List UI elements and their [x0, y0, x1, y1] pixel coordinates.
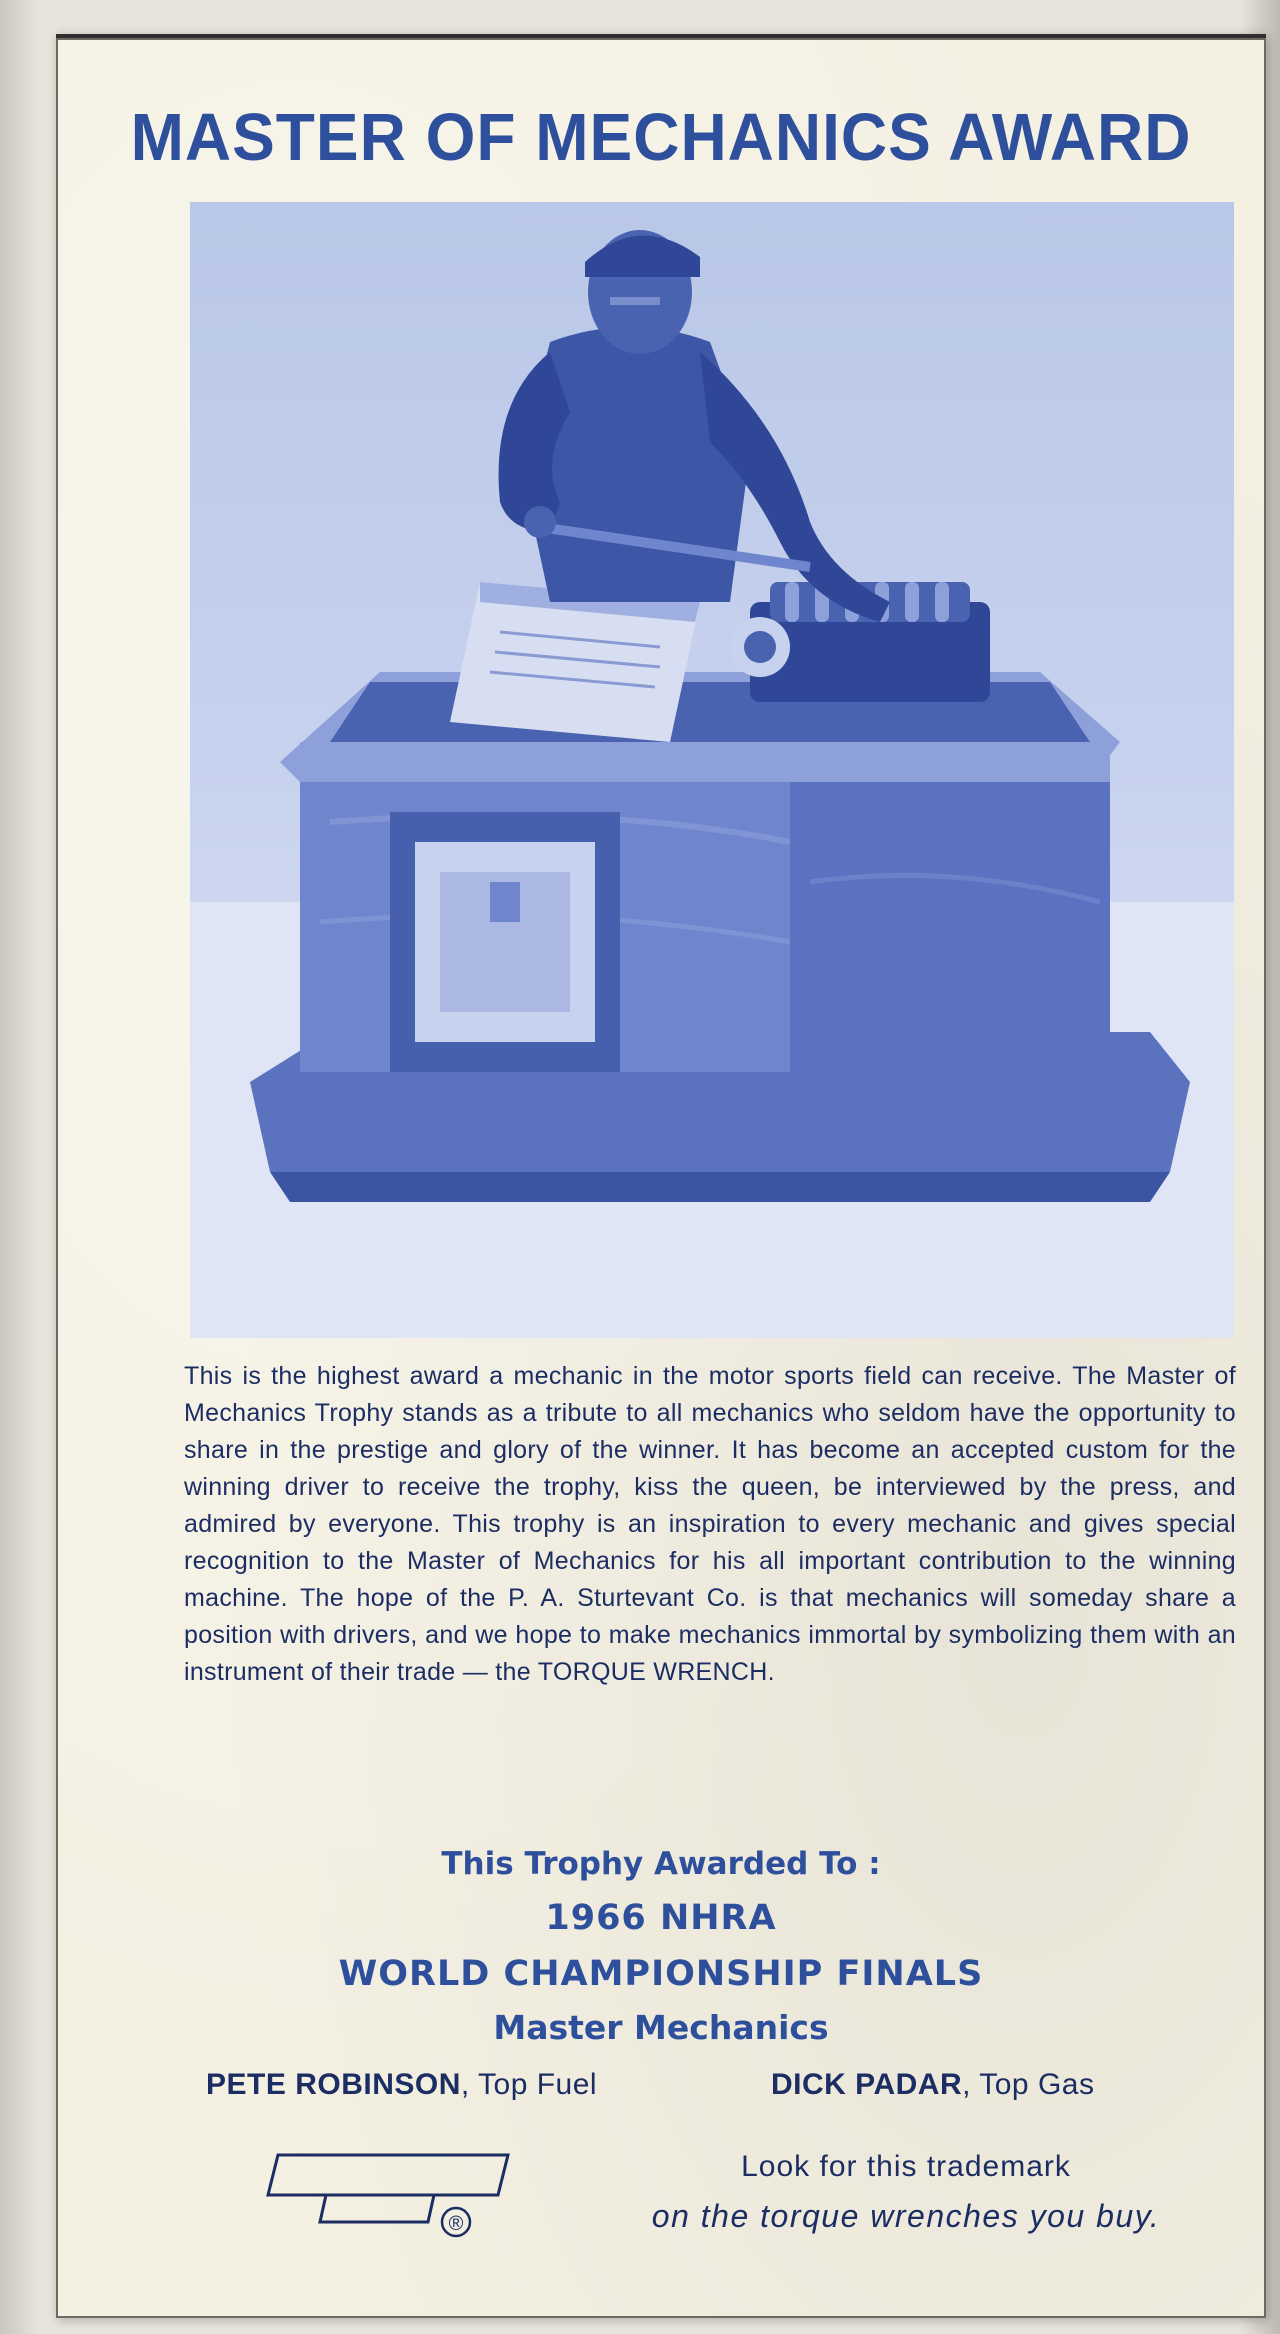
winner-top-gas-class: , Top Gas	[962, 2068, 1095, 2101]
winner-top-fuel-name: PETE ROBINSON	[206, 2068, 461, 2101]
document-page	[56, 34, 1266, 2318]
page-title: MASTER OF MECHANICS AWARD	[130, 99, 1192, 175]
winner-top-gas	[771, 2068, 1094, 2102]
award-description: This is the highest award a mechanic in the motor sports field can receive. The Master of Mechanics Trophy stands as a tribute to all mechanics who seldom have the opportunity to share in the prestige and glory of the winner. It has become an accepted custom for the winning driver to receive the trophy, kiss the queen, be interviewed by the press, and admired by everyone. This trophy is an inspiration to every mechanic and gives special recognition to the Master of Mechanics for his all important contribution to the winning machine. The hope of the P. A. Sturtevant Co. is that mechanics will someday share a position with drivers, and we hope to make mechanics immortal by symbolizing them with an instrument of their trade — the TORQUE WRENCH.	[184, 1362, 1236, 1686]
trophy-photo	[190, 202, 1234, 1338]
award-category: Master Mechanics	[493, 2008, 829, 2047]
trophy-awarded-heading: This Trophy Awarded To :	[441, 1846, 881, 1882]
trophy-illustration	[190, 202, 1234, 1338]
winner-top-fuel	[206, 2068, 597, 2102]
trademark-logo-icon	[266, 2150, 536, 2240]
registered-mark: ®	[448, 2213, 464, 2235]
winner-top-gas-name: DICK PADAR	[771, 2068, 963, 2101]
trademark-line-2: on the torque wrenches you buy.	[651, 2198, 1161, 2234]
event-name: WORLD CHAMPIONSHIP FINALS	[338, 1954, 984, 1994]
trademark-line-1: Look for this trademark	[741, 2150, 1071, 2183]
winner-top-fuel-class: , Top Fuel	[460, 2068, 598, 2101]
event-year: 1966 NHRA	[545, 1898, 777, 1938]
